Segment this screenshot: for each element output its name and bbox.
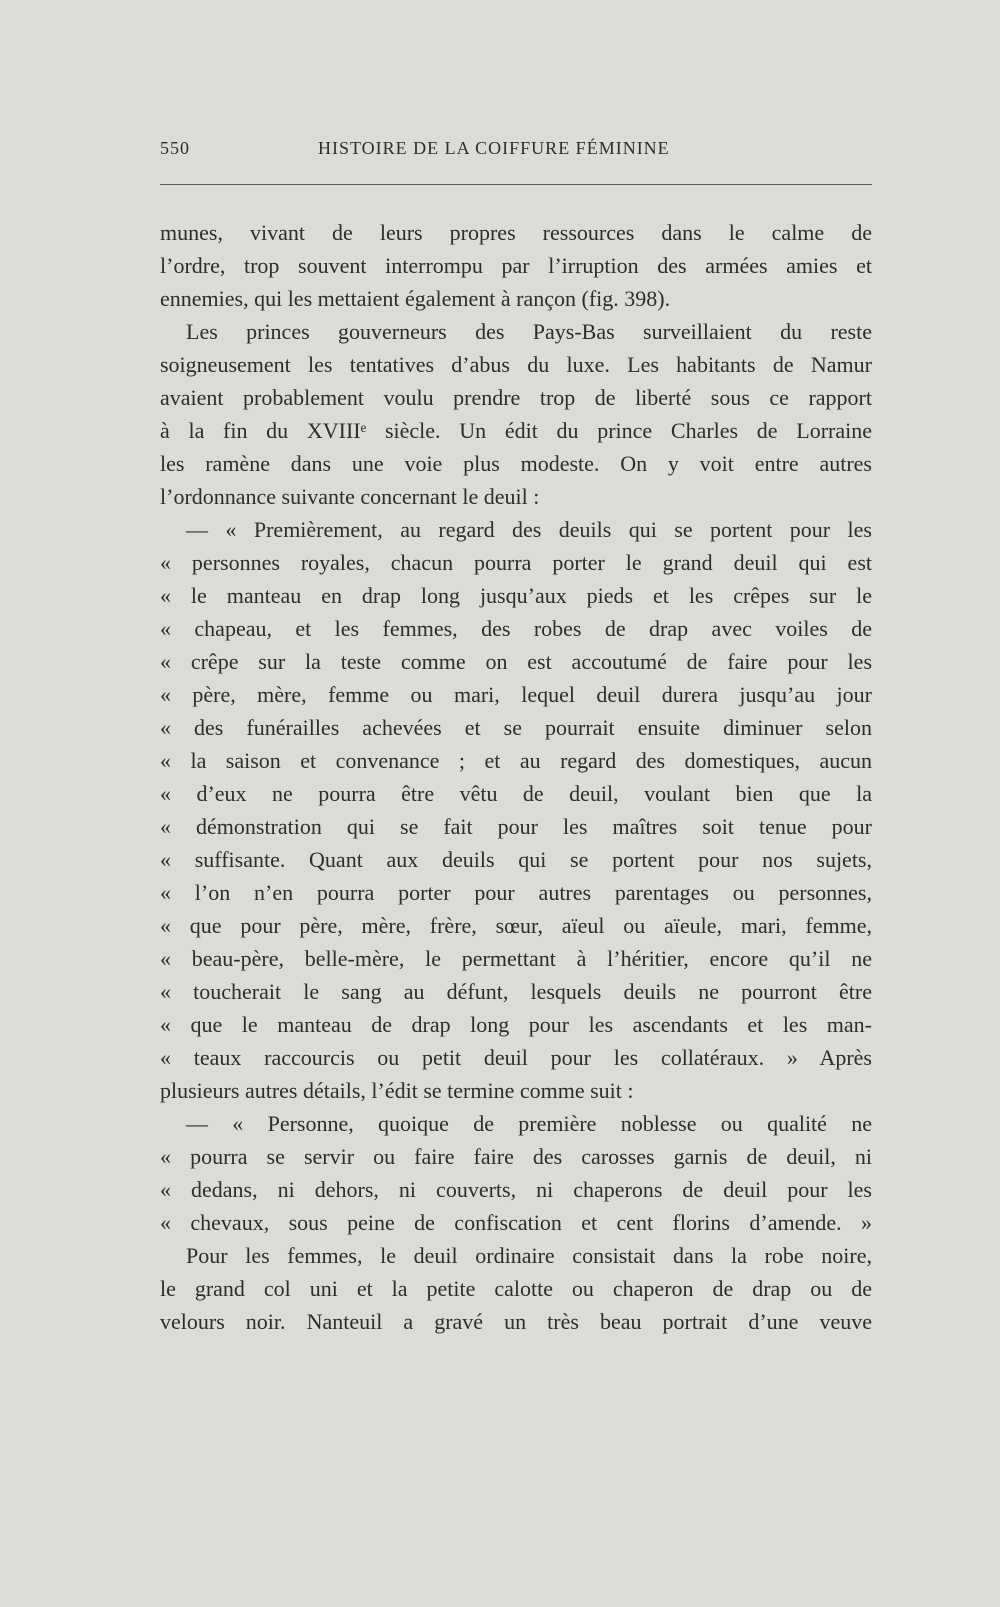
text-line: « l’on n’en pourra porter pour autres parentages ou personnes, <box>160 880 872 905</box>
text-line: — « Premièrement, au regard des deuils qui se portent pour les <box>186 517 872 542</box>
text-line: le grand col uni et la petite calotte ou chaperon de drap ou de <box>160 1276 872 1301</box>
text-line: l’ordre, trop souvent interrompu par l’irruption des armées amies et <box>160 253 872 278</box>
text-line: à la fin du XVIIIᵉ siècle. Un édit du prince Charles de Lorraine <box>160 418 872 443</box>
text-line: soigneusement les tentatives d’abus du luxe. Les habitants de Namur <box>160 352 872 377</box>
body-text <box>160 216 872 1338</box>
text-line: munes, vivant de leurs propres ressources dans le calme de <box>160 220 872 245</box>
running-title: HISTOIRE DE LA COIFFURE FÉMININE <box>318 138 670 158</box>
text-line: « personnes royales, chacun pourra porter le grand deuil qui est <box>160 550 872 575</box>
text-line: plusieurs autres détails, l’édit se termine comme suit : <box>160 1078 634 1103</box>
text-line: « père, mère, femme ou mari, lequel deuil durera jusqu’au jour <box>160 682 872 707</box>
header-rule <box>160 184 872 185</box>
text-line: « beau-père, belle-mère, le permettant à l’héritier, encore qu’il ne <box>160 946 872 971</box>
text-line: ennemies, qui les mettaient également à rançon (fig. 398). <box>160 286 671 311</box>
text-line: « crêpe sur la teste comme on est accoutumé de faire pour les <box>160 649 872 674</box>
page-number: 550 <box>160 138 190 158</box>
text-line: velours noir. Nanteuil a gravé un très beau portrait d’une veuve <box>160 1309 872 1334</box>
page-header <box>160 138 872 164</box>
text-line: « que pour père, mère, frère, sœur, aïeul ou aïeule, mari, femme, <box>160 913 872 938</box>
text-line: « dedans, ni dehors, ni couverts, ni chaperons de deuil pour les <box>160 1177 872 1202</box>
text-line: « toucherait le sang au défunt, lesquels deuils ne pourront être <box>160 979 872 1004</box>
text-line: « le manteau en drap long jusqu’aux pieds et les crêpes sur le <box>160 583 872 608</box>
text-line: — « Personne, quoique de première noblesse ou qualité ne <box>186 1111 872 1136</box>
text-line: « pourra se servir ou faire faire des carosses garnis de deuil, ni <box>160 1144 872 1169</box>
text-line: Les princes gouverneurs des Pays-Bas surveillaient du reste <box>186 319 872 344</box>
text-line: Pour les femmes, le deuil ordinaire consistait dans la robe noire, <box>186 1243 872 1268</box>
text-line: les ramène dans une voie plus modeste. On y voit entre autres <box>160 451 872 476</box>
text-line: « chevaux, sous peine de confiscation et cent florins d’amende. » <box>160 1210 872 1235</box>
text-line: l’ordonnance suivante concernant le deuil : <box>160 484 540 509</box>
text-line: « teaux raccourcis ou petit deuil pour les collatéraux. » Après <box>160 1045 872 1070</box>
text-line: « suffisante. Quant aux deuils qui se portent pour nos sujets, <box>160 847 872 872</box>
text-line: « démonstration qui se fait pour les maîtres soit tenue pour <box>160 814 872 839</box>
text-line: « des funérailles achevées et se pourrait ensuite diminuer selon <box>160 715 872 740</box>
text-line: « chapeau, et les femmes, des robes de drap avec voiles de <box>160 616 872 641</box>
text-line: avaient probablement voulu prendre trop de liberté sous ce rapport <box>160 385 872 410</box>
text-line: « que le manteau de drap long pour les ascendants et les man- <box>160 1012 872 1037</box>
text-line: « d’eux ne pourra être vêtu de deuil, voulant bien que la <box>160 781 872 806</box>
text-line: « la saison et convenance ; et au regard des domestiques, aucun <box>160 748 872 773</box>
